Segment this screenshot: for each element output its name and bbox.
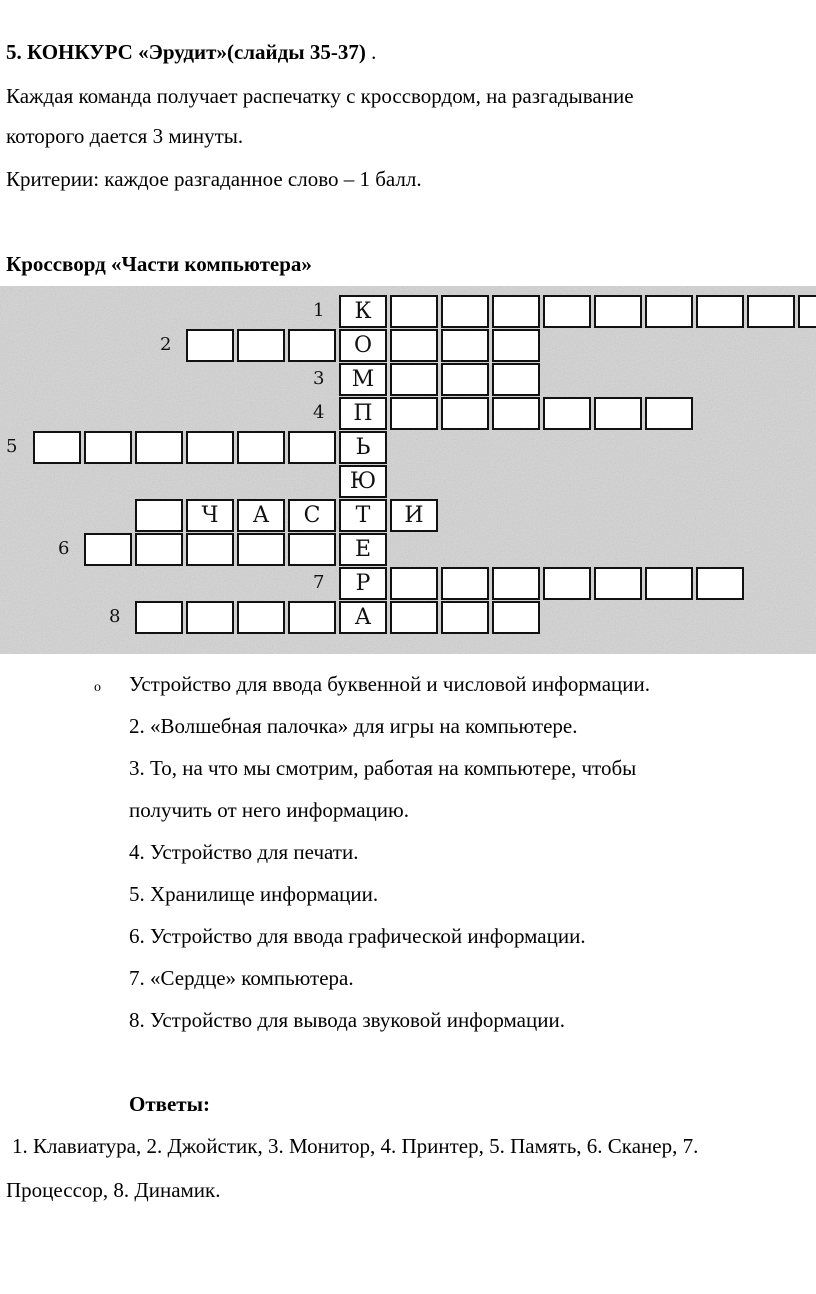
chasti-cell: И <box>390 499 438 532</box>
crossword-cell <box>441 363 489 396</box>
contest-title-suffix: . <box>365 40 377 64</box>
crossword-cell <box>186 431 234 464</box>
crossword-cell <box>696 295 744 328</box>
crossword-cell <box>390 363 438 396</box>
crossword-cell <box>492 397 540 430</box>
crossword-cell <box>390 601 438 634</box>
crossword-cell <box>33 431 81 464</box>
crossword-cell <box>84 431 132 464</box>
crossword-cell <box>543 295 591 328</box>
crossword-cell <box>390 295 438 328</box>
clue-1: Устройство для ввода буквенной и числовой информации. <box>129 672 650 696</box>
keyword-cell: М <box>339 363 387 396</box>
crossword-cell <box>84 533 132 566</box>
crossword-cell <box>645 397 693 430</box>
contest-title <box>6 42 376 63</box>
clue-number: 1 <box>313 300 325 321</box>
answers-line-2: Процессор, 8. Динамик. <box>6 1178 221 1202</box>
answers-title: Ответы: <box>129 1092 211 1116</box>
criteria-line: Критерии: каждое разгаданное слово – 1 балл. <box>6 167 422 191</box>
clue-number: 4 <box>313 402 325 423</box>
clue-number: 7 <box>313 572 325 593</box>
crossword-cell <box>441 567 489 600</box>
chasti-cell: А <box>237 499 285 532</box>
crossword-cell <box>237 533 285 566</box>
crossword-title: Кроссворд «Части компьютера» <box>6 252 312 276</box>
keyword-cell: Ю <box>339 465 387 498</box>
intro-line-2: которого дается 3 минуты. <box>6 124 244 148</box>
crossword-cell <box>135 533 183 566</box>
crossword-cell <box>492 567 540 600</box>
keyword-cell: Р <box>339 567 387 600</box>
crossword-cell <box>492 329 540 362</box>
crossword-puzzle <box>0 286 816 654</box>
keyword-cell: К <box>339 295 387 328</box>
crossword-cell <box>288 601 336 634</box>
crossword-cell <box>543 567 591 600</box>
crossword-cell <box>135 601 183 634</box>
crossword-cell <box>135 431 183 464</box>
clue-number: 2 <box>160 334 172 355</box>
crossword-cell <box>594 397 642 430</box>
crossword-cell <box>441 295 489 328</box>
crossword-cell <box>747 295 795 328</box>
keyword-cell: Ь <box>339 431 387 464</box>
clue-3-line-1: 3. То, на что мы смотрим, работая на компьютере, чтобы <box>129 756 637 780</box>
chasti-cell: Ч <box>186 499 234 532</box>
crossword-cell <box>696 567 744 600</box>
crossword-cell <box>441 329 489 362</box>
crossword-cell <box>798 295 816 328</box>
crossword-cell <box>186 601 234 634</box>
crossword-cell <box>237 431 285 464</box>
crossword-cell <box>594 567 642 600</box>
crossword-cell <box>645 295 693 328</box>
crossword-cell <box>237 601 285 634</box>
clue-8: 8. Устройство для вывода звуковой информации. <box>129 1008 565 1032</box>
keyword-cell: Т <box>339 499 387 532</box>
crossword-cell <box>288 329 336 362</box>
keyword-cell: О <box>339 329 387 362</box>
crossword-cell <box>135 499 183 532</box>
crossword-cell <box>390 397 438 430</box>
chasti-cell: С <box>288 499 336 532</box>
crossword-cell <box>645 567 693 600</box>
crossword-cell <box>543 397 591 430</box>
intro-line-1: Каждая команда получает распечатку с кроссвордом, на разгадывание <box>6 84 634 108</box>
crossword-cell <box>390 567 438 600</box>
clue-3-line-2: получить от него информацию. <box>129 798 409 822</box>
crossword-cell <box>492 295 540 328</box>
crossword-cell <box>237 329 285 362</box>
list-bullet: o <box>94 680 101 695</box>
crossword-cell <box>492 363 540 396</box>
clue-number: 6 <box>58 538 70 559</box>
contest-title-text: 5. КОНКУРС «Эрудит»(слайды 35-37) <box>6 40 366 64</box>
clue-number: 8 <box>109 606 121 627</box>
crossword-cell <box>186 533 234 566</box>
crossword-cell <box>441 397 489 430</box>
keyword-cell: А <box>339 601 387 634</box>
crossword-cell <box>594 295 642 328</box>
keyword-cell: П <box>339 397 387 430</box>
keyword-cell: Е <box>339 533 387 566</box>
clue-number: 3 <box>313 368 325 389</box>
clue-5: 5. Хранилище информации. <box>129 882 379 906</box>
answers-line-1: 1. Клавиатура, 2. Джойстик, 3. Монитор, 4. Принтер, 5. Память, 6. Сканер, 7. <box>12 1134 699 1158</box>
clue-7: 7. «Сердце» компьютера. <box>129 966 354 990</box>
clue-2: 2. «Волшебная палочка» для игры на компьютере. <box>129 714 578 738</box>
crossword-cell <box>441 601 489 634</box>
crossword-cell <box>492 601 540 634</box>
crossword-cell <box>390 329 438 362</box>
clue-6: 6. Устройство для ввода графической информации. <box>129 924 586 948</box>
crossword-cell <box>288 431 336 464</box>
clue-4: 4. Устройство для печати. <box>129 840 359 864</box>
crossword-cell <box>186 329 234 362</box>
clue-number: 5 <box>6 436 18 457</box>
crossword-cell <box>288 533 336 566</box>
